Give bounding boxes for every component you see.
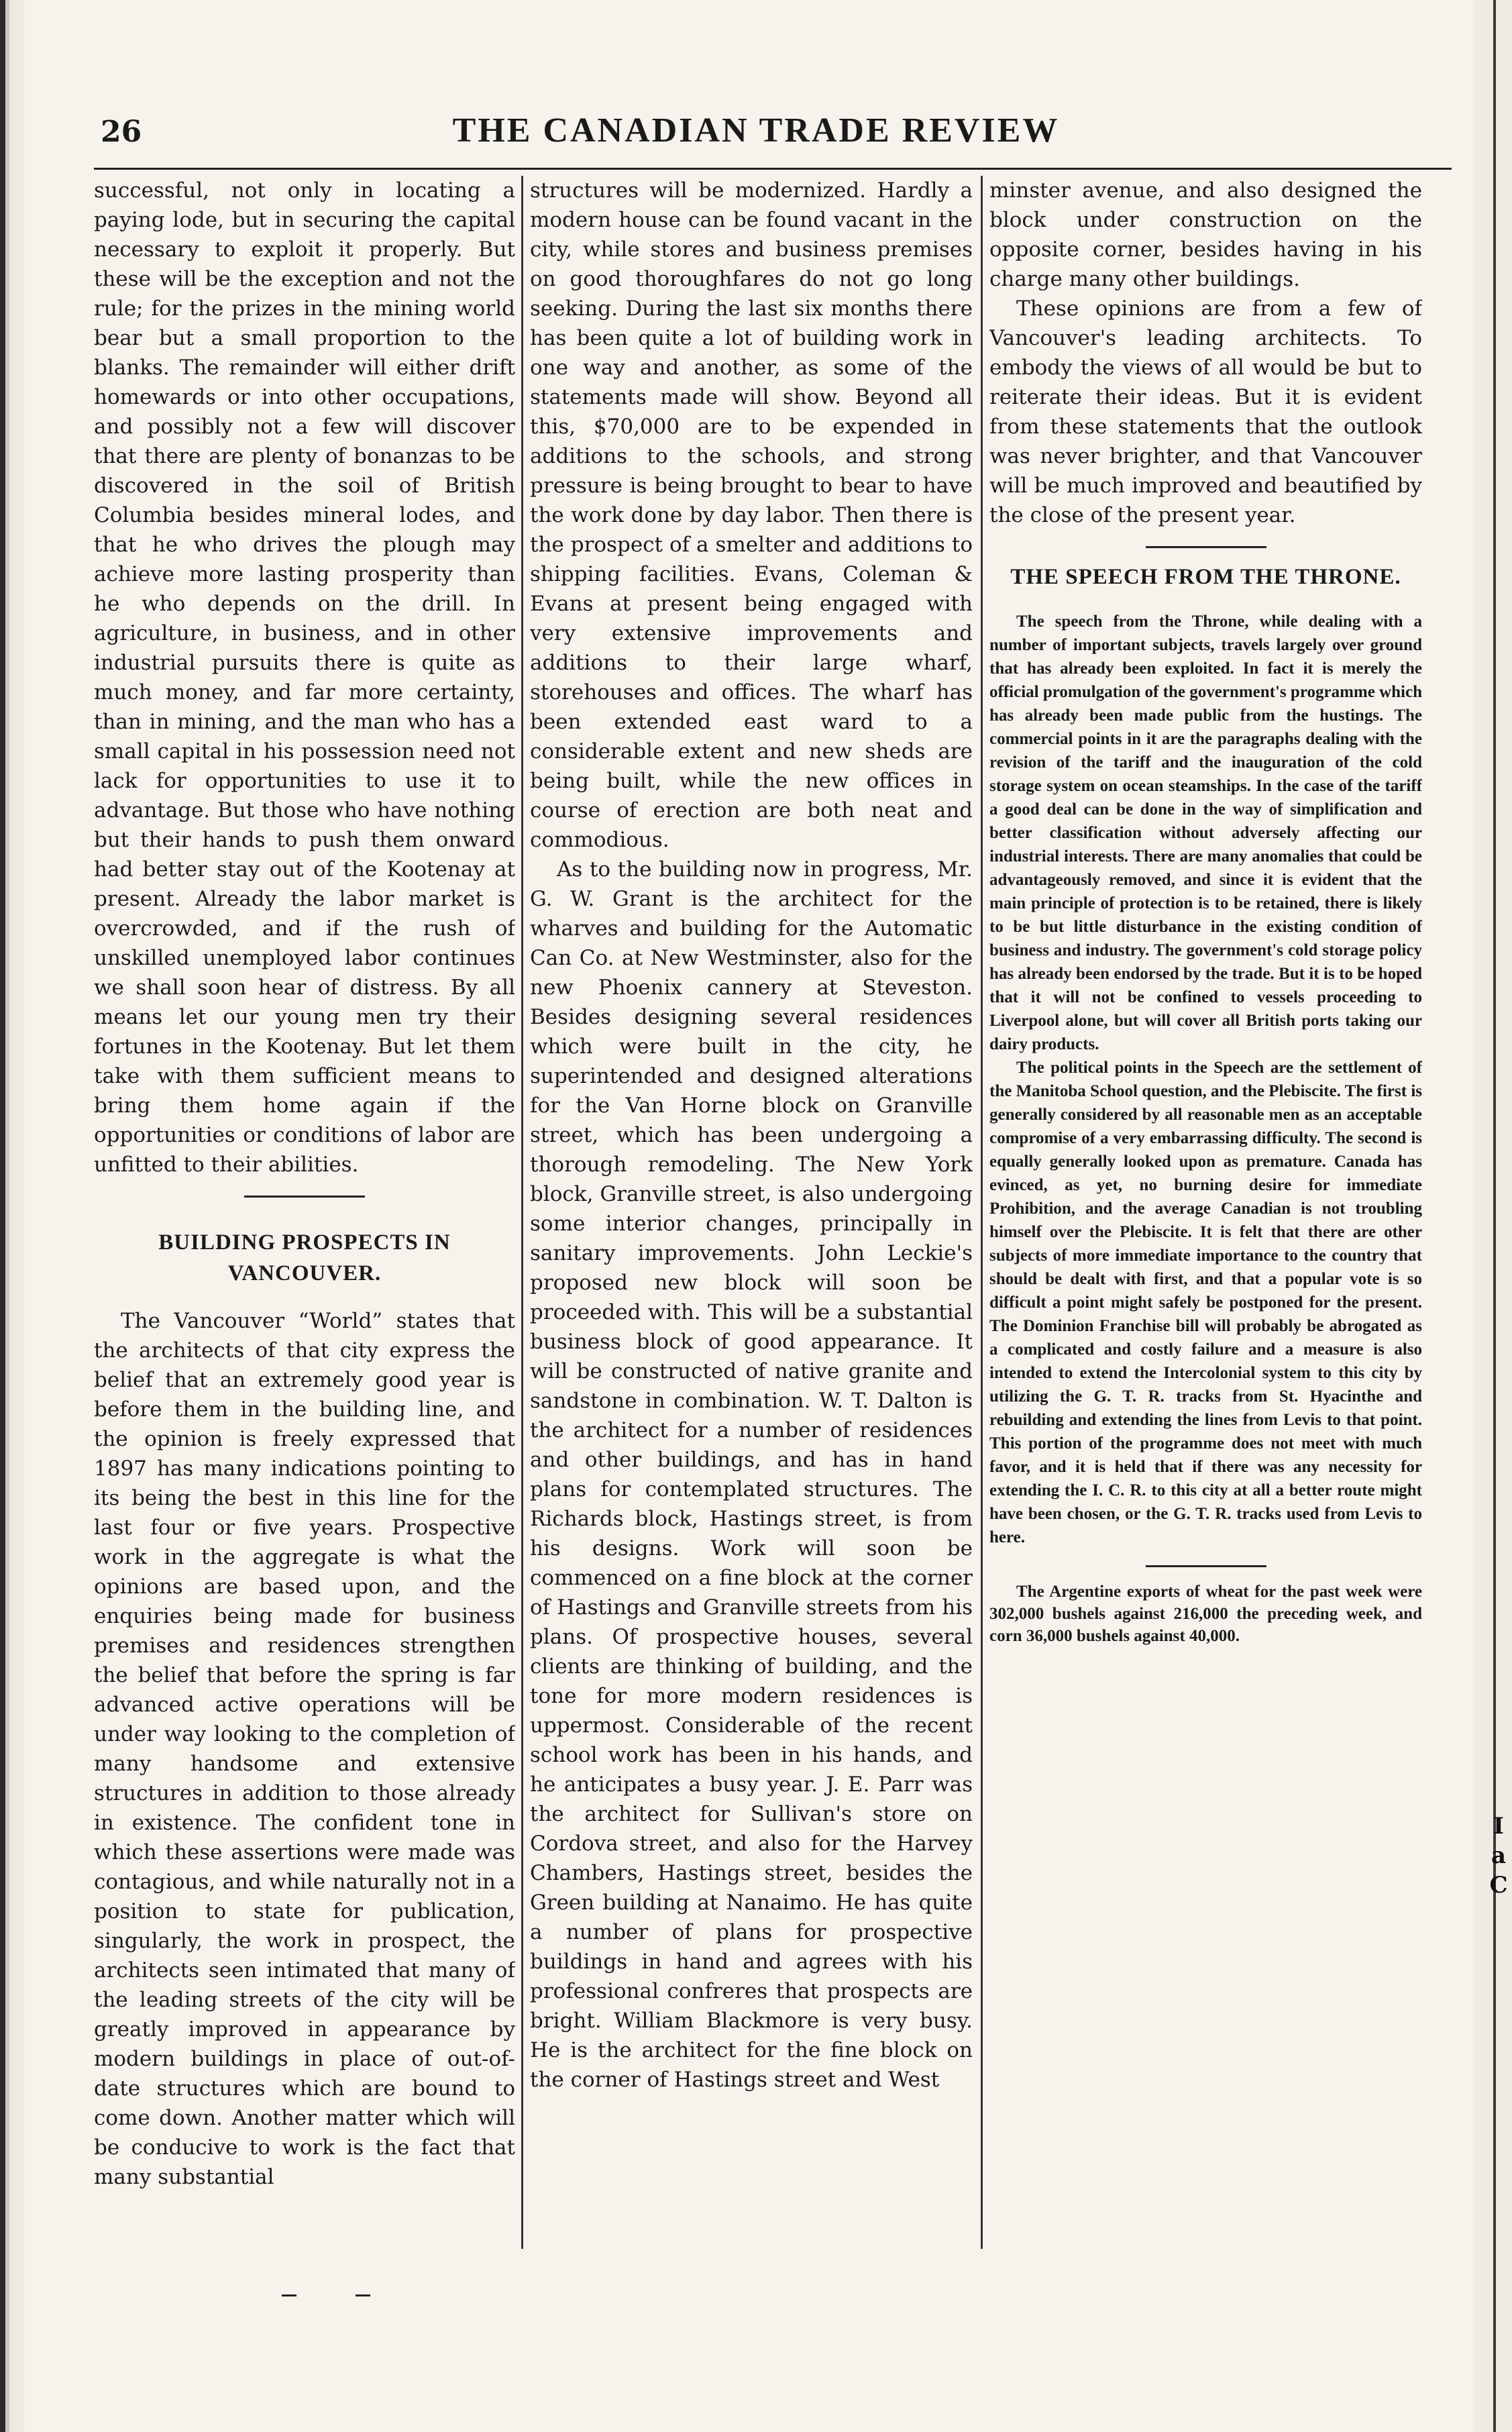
- kootenay-article-text: successful, not only in locating a paying lode, but in securing the capital necessary to exploit it properly. But these will be the exception and not the rule; for the prizes in the mining world bear but a small proportion to the blanks. The remainder will either drift homewards or into other occupations, and possibly not a few will discover that there are plenty of bonanzas to be discovered in the soil of British Columbia besides mineral lodes, and that he who drives the plough may achieve more lasting prosperity than he who depends on the drill. In agriculture, in business, and in other industrial pursuits there is quite as much money, and far more certainty, than in mining, and the man who has a small capital in his possession need not lack for opportunities to use it to advantage. But those who have nothing but their hands to push them onward had better stay out of the Kootenay at present. Already the labor market is overcrowded, and if the rush of unskilled unemployed labor continues we shall soon hear of distress. By all means let our young men try their fortunes in the Kootenay. But let them take with them sufficient means to bring them home again if the opportunities or conditions of labor are unfitted to their abilities.: [94, 178, 515, 1177]
- column-divider: [981, 176, 983, 2249]
- column-3: [989, 176, 1422, 2256]
- article-separator: [244, 1196, 365, 1198]
- building-prospects-continued: structures will be modernized. Hardly a modern house can be found vacant in the city, while stores and business premises on good thoroughfares do not go long seeking. During the last six months there has been quite a lot of building work in one way and another, as some of the statements made will show. Beyond all this, $70,000 are to be expended in additions to the schools, and strong pressure is being brought to bear to have the work done by day labor. Then there is the prospect of a smelter and additions to shipping facilities. Evans, Coleman & Evans at present being engaged with very extensive improvements and additions to their large wharf, storehouses and offices. The wharf has been extended east ward to a considerable extent and new sheds are being built, while the new offices in course of erection are both neat and commodious.: [530, 178, 973, 852]
- right-page-edge: [1473, 0, 1512, 2432]
- argentine-exports-note: The Argentine exports of wheat for the past week were 302,000 bushels against 216,000 the preceding week, and corn 36,000 bushels against 40,000.: [989, 1583, 1422, 1645]
- left-binding-edge: [0, 0, 24, 2432]
- speech-paragraph-1: The speech from the Throne, while dealing with a number of important subjects, travels largely over ground that has already been exploited. In fact it is merely the official promulgation of the government's programme which has already been made public from the hustings. The commercial points in it are the paragraphs dealing with the revision of the tariff and the inauguration of the cold storage system on ocean steamships. In the case of the tariff a good deal can be done in the way of simplification and better classification without adversely affecting our industrial interests. There are many anomalies that could be advantageously removed, and since it is evident that the main principle of protection is to be retained, there is likely to be but little disturbance in the existing condition of business and industry. The government's cold storage policy has already been endorsed by the trade. But it is to be hoped that it will not be confined to vessels proceeding to Liverpool alone, but will cover all British ports taking our dairy products.: [989, 613, 1422, 1053]
- bottom-mark: [282, 2294, 296, 2296]
- column-divider: [521, 176, 523, 2249]
- building-prospects-architects: As to the building now in progress, Mr. G. W. Grant is the architect for the wharves and building for the Automatic Can Co. at New Westminster, also for the new Phoenix cannery at Steveston. Besides designing several residences which were built in the city, he superintended and designed alterations for the Van Horne block on Granville street, which has been undergoing a thorough remodeling. The New York block, Granville street, is also undergoing some interior changes, principally in sanitary improvements. John Leckie's proposed new block will soon be proceeded with. This will be a substantial business block of good appearance. It will be constructed of native granite and sandstone in combination. W. T. Dalton is the architect for a number of residences and other buildings, and has in hand plans for contemplated structures. The Richards block, Hastings street, is from his designs. Work will soon be commenced on a fine block at the corner of Hastings and Granville streets from his plans. Of prospective houses, several clients are thinking of building, and the tone for more modern residences is uppermost. Considerable of the recent school work has been in his hands, and he anticipates a busy year. J. E. Parr was the architect for Sullivan's store on Cordova street, and also for the Harvey Chambers, Hastings street, besides the Green building at Nanaimo. He has quite a number of plans for prospective buildings in hand and agrees with his professional confreres that prospects are bright. William Blackmore is very busy. He is the architect for the fine block on the corner of Hastings street and West: [530, 857, 973, 2092]
- page-number: 26: [101, 115, 142, 149]
- building-prospects-end: minster avenue, and also designed the block under construction on the opposite corner, besides having in his charge many other buildings.: [989, 178, 1422, 291]
- bottom-mark: [356, 2294, 370, 2296]
- masthead-title: THE CANADIAN TRADE REVIEW: [452, 111, 1060, 150]
- building-prospects-conclusion: These opinions are from a few of Vancouver's leading architects. To embody the views of all would be but to reiterate their ideas. But it is evident from these statements that the outlook was never brighter, and that Vancouver will be much improved and beautified by the close of the present year.: [989, 297, 1422, 527]
- page-header: [74, 111, 1438, 151]
- column-1: [94, 176, 515, 2256]
- building-prospects-heading: BUILDING PROSPECTS IN VANCOUVER.: [158, 1230, 451, 1285]
- column-2: [530, 176, 973, 2256]
- speech-paragraph-2: The political points in the Speech are the settlement of the Manitoba School question, and the Plebiscite. The first is generally considered by all reasonable men as an acceptable compromise of a very embarrassing difficulty. The second is equally generally looked upon as premature. Canada has evinced, as yet, no burning desire for immediate Prohibition, and the average Canadian is not troubling himself over the Plebiscite. It is felt that there are other subjects of more immediate importance to the country that should be dealt with first, and that a popular vote is so difficult a point might safely be postponed for the present. The Dominion Franchise bill will probably be abrogated as a complicated and costly failure and a measure is also intended to extend the Intercolonial system to this city by utilizing the G. T. R. tracks from St. Hyacinthe and rebuilding and extending the lines from Levis to that point. This portion of the programme does not meet with much favor, and it is held that if there was any necessity for extending the I. C. R. to this city at all a better route might have been chosen, or the G. T. R. tracks used from Levis to here.: [989, 1059, 1422, 1546]
- adjacent-page-fragment: I a C: [1489, 1813, 1508, 1899]
- article-separator: [1146, 1565, 1266, 1567]
- header-rule: [94, 168, 1452, 170]
- article-separator: [1146, 546, 1266, 548]
- speech-from-throne-heading: THE SPEECH FROM THE THRONE.: [1010, 565, 1401, 589]
- building-prospects-paragraph: The Vancouver “World” states that the architects of that city express the belief that an extremely good year is before them in the building line, and the opinion is freely expressed that 1897 has many indications pointing to its being the best in this line for the last four or five years. Prospective work in the aggregate is what the opinions are based upon, and the enquiries being made for business premises and residences strengthen the belief that before the spring is far advanced active operations will be under way looking to the completion of many handsome and extensive structures in addition to those already in existence. The confident tone in which these assertions were made was contagious, and while naturally not in a position to state for publication, singularly, the work in prospect, the architects seen intimated that many of the leading streets of the city will be greatly improved in appearance by modern buildings in place of out-of-date structures which are bound to come down. Another matter which will be conducive to work is the fact that many substantial: [94, 1309, 515, 2189]
